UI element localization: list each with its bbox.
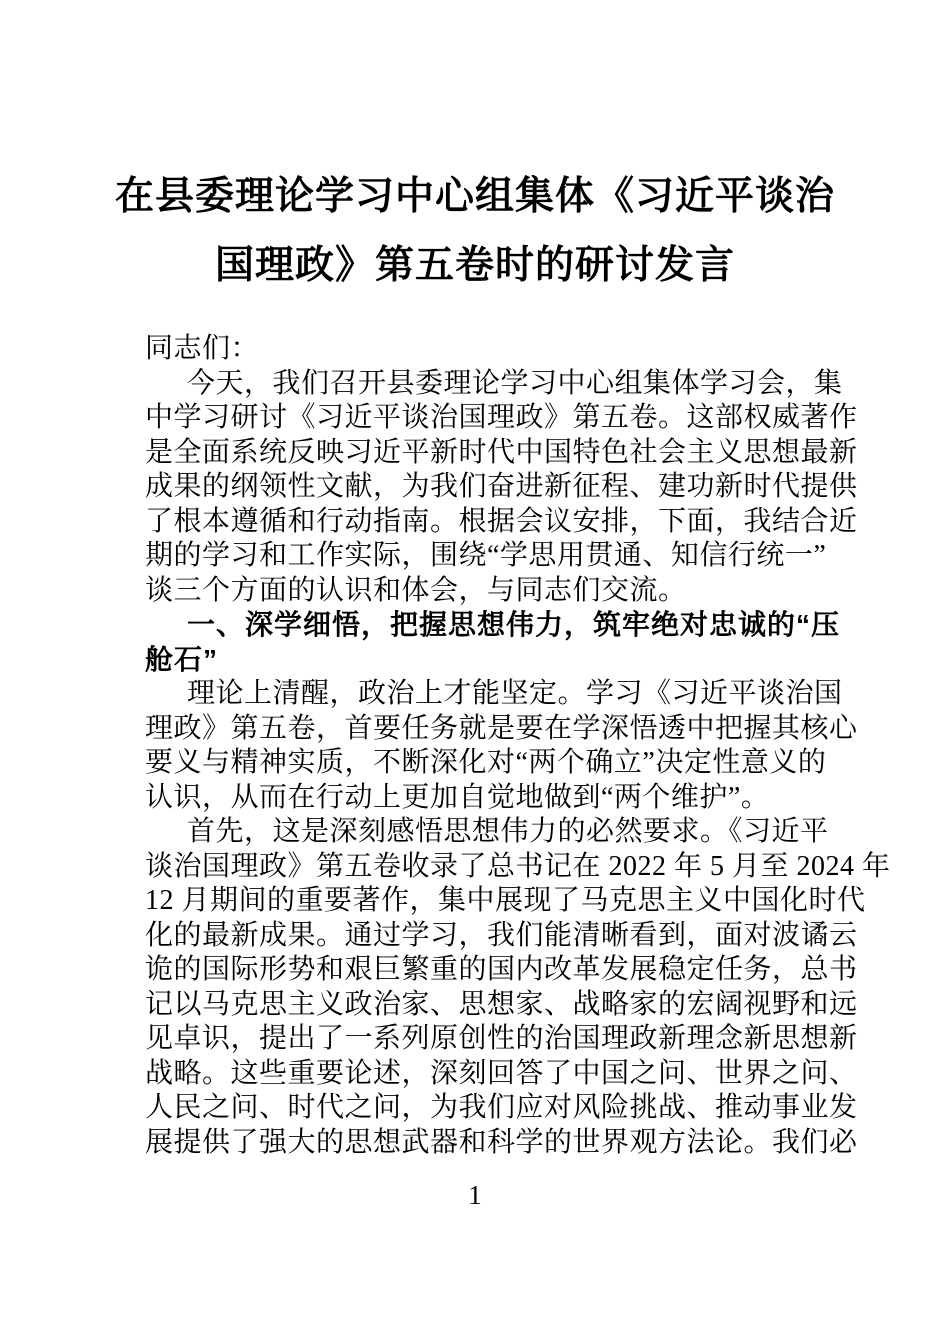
text-line: 是全面系统反映习近平新时代中国特色社会主义思想最新: [145, 436, 858, 468]
text-line: 诡的国际形势和艰巨繁重的国内改革发展稳定任务，总书: [145, 954, 858, 985]
text-line: 理论上清醒，政治上才能坚定。学习《习近平谈治国: [187, 678, 843, 709]
text-line: 要义与精神实质，不断深化对“两个确立”决定性意义的: [145, 747, 827, 778]
text-line: 战略。这些重要论述，深刻回答了中国之问、世界之问、: [145, 1057, 858, 1089]
text-line: 谈治国理政》第五卷收录了总书记在 2022 年 5 月至 2024 年: [145, 850, 891, 882]
title-line-1: 在县委理论学习中心组集体《习近平谈治: [114, 175, 835, 218]
document-title: [0, 162, 950, 300]
text-line: 首先，这是深刻感悟思想伟力的必然要求。《习近平: [187, 816, 829, 847]
text-line: 理政》第五卷，首要任务就是要在学深悟透中把握其核心: [145, 712, 858, 744]
text-line: 见卓识，提出了一系列原创性的治国理政新理念新思想新: [145, 1023, 858, 1054]
text-line: 成果的纲领性文献，为我们奋进新征程、建功新时代提供: [145, 471, 858, 502]
text-line: 今天，我们召开县委理论学习中心组集体学习会，集: [187, 367, 843, 399]
document-body: [145, 332, 891, 1160]
text-line: 人民之问、时代之问，为我们应对风险挑战、推动事业发: [145, 1092, 858, 1123]
text-line: 谈三个方面的认识和体会，与同志们交流。: [145, 574, 687, 606]
title-line-2: 国理政》第五卷时的研讨发言: [214, 244, 735, 287]
text-line: 中学习研讨《习近平谈治国理政》第五卷。这部权威著作: [145, 402, 858, 433]
section-heading-line: 一、深学细悟，把握思想伟力，筑牢绝对忠诚的“压: [187, 609, 841, 640]
salutation-line: 同志们：: [145, 333, 260, 364]
section-heading-line: 舱石”: [145, 643, 219, 675]
text-line: 认识，从而在行动上更加自觉地做到“两个维护”。: [145, 781, 770, 813]
text-line: 记以马克思主义政治家、思想家、战略家的宏阔视野和远: [145, 988, 858, 1020]
page-number: 1: [468, 1180, 482, 1210]
text-line: 了根本遵循和行动指南。根据会议安排，下面，我结合近: [145, 505, 858, 537]
text-line: 化的最新成果。通过学习，我们能清晰看到，面对波谲云: [145, 919, 858, 951]
text-line: 展提供了强大的思想武器和科学的世界观方法论。我们必: [145, 1126, 858, 1158]
text-line: 期的学习和工作实际，围绕“学思用贯通、知信行统一”: [145, 540, 827, 571]
text-line: 12 月期间的重要著作，集中展现了马克思主义中国化时代: [145, 885, 866, 916]
